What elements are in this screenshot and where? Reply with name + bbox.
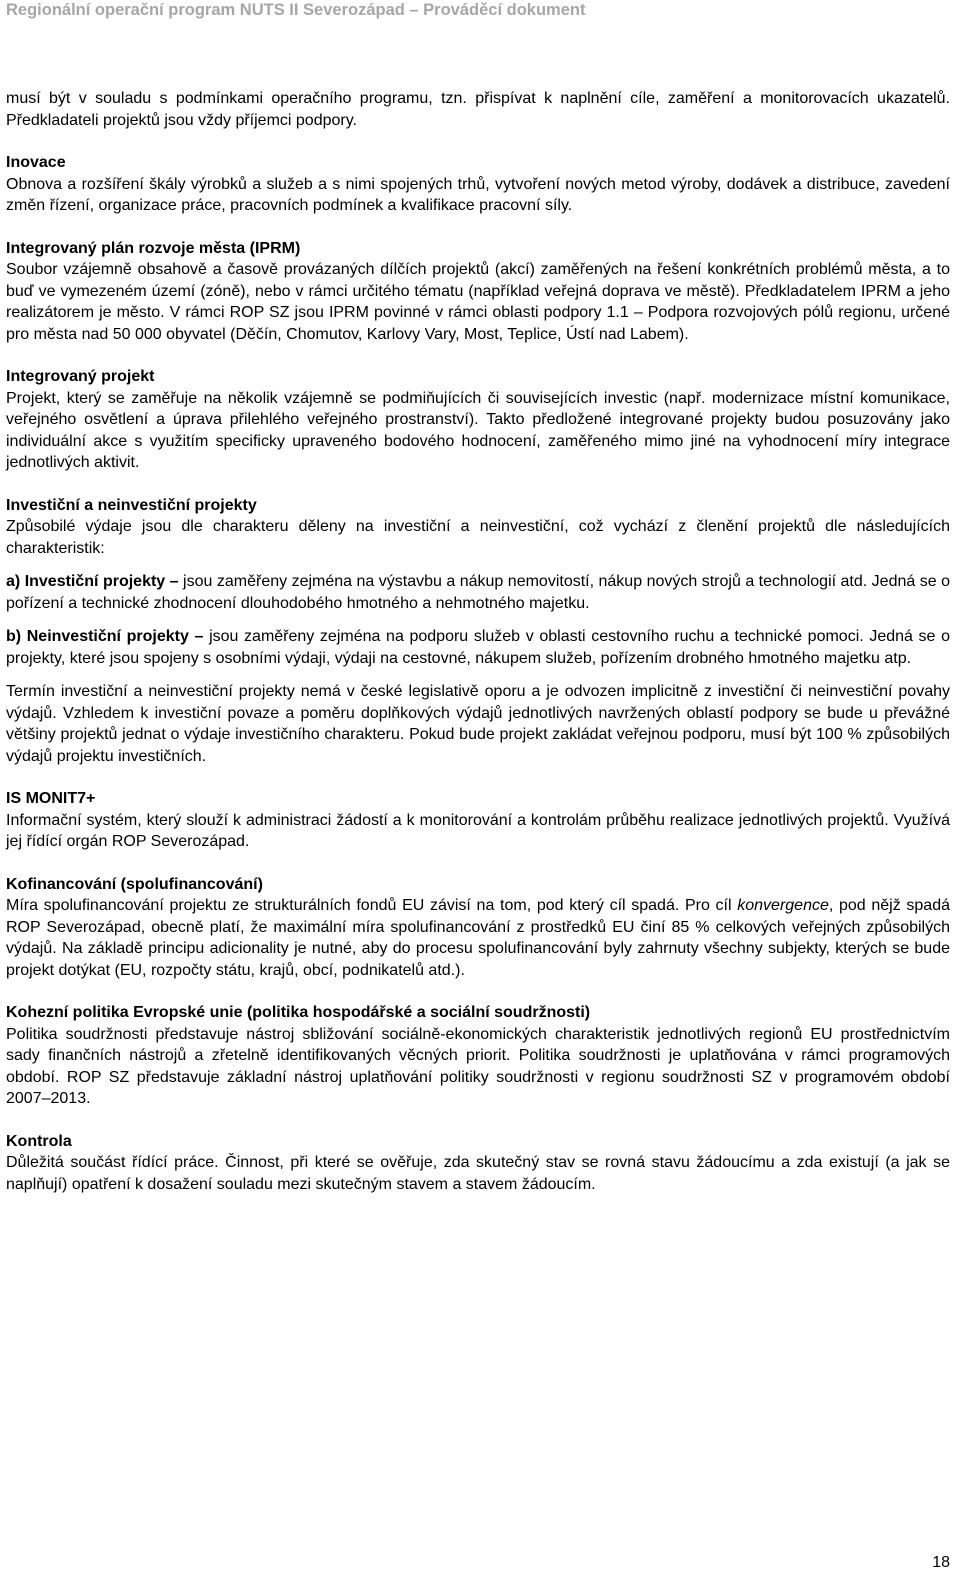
term-inovace-title: Inovace bbox=[6, 154, 66, 171]
investicni-b-text: jsou zaměřeny zejména na podporu služeb v oblasti cestovního ruchu a technické pomoci. Jedná se o projekty, které jsou spojeny s osobními výdaji, výdaji na cestovné, nákupem služeb, pořízením drobného hmotného majetku atp. bbox=[6, 628, 950, 667]
kofinancovani-text-1: Míra spolufinancování projektu ze strukturálních fondů EU závisí na tom, pod který cíl spadá. Pro cíl bbox=[6, 897, 732, 914]
term-investicni-termin: Termín investiční a neinvestiční projekty nemá v české legislativě oporu a je odvozen implicitně z investiční či neinvestiční povahy výdajů. Vzhledem k investiční povaze a poměru doplňkových výdajů jednotlivých navržených oblastí podpory se bude u převážné většiny projektů jednat o výdaje investičního charakteru. Pokud bude projekt zakládat veřejnou podporu, musí být 100 % způsobilých výdajů projektu investičních. bbox=[6, 683, 950, 765]
kofinancovani-text-2: , pod nějž spadá ROP Severozápad, obecně platí, že maximální míra spolufinancování z prostředků EU činí 85 % celkových veřejných způsobilých výdajů. Na základě principu adicionality je nutné, aby do procesu spolufinancování byly zahrnuty všechny subjekty, kterých se bude projekt dotýkat (EU, rozpočty státu, krajů, obcí, podnikatelů atd.). bbox=[6, 897, 951, 979]
term-kohezni-title: Kohezní politika Evropské unie (politika hospodářské a sociální soudržnosti) bbox=[6, 1004, 591, 1021]
term-investicni-b bbox=[6, 626, 950, 669]
document-body bbox=[6, 88, 950, 1195]
investicni-a-text: jsou zaměřeny zejména na výstavbu a nákup nemovitostí, nákup nových strojů a technologií atd. Jedná se o pořízení a technické zhodnocení dlouhodobého hmotného a nehmotného majetku. bbox=[6, 573, 950, 612]
page-number: 18 bbox=[932, 1554, 950, 1571]
running-header: Regionální operační program NUTS II Severozápad – Prováděcí dokument bbox=[6, 1, 586, 19]
term-investicni-a bbox=[6, 571, 950, 614]
term-investicni-title: Investiční a neinvestiční projekty bbox=[6, 496, 257, 514]
term-kofinancovani-text bbox=[6, 895, 950, 981]
term-monit-title: IS MONIT7+ bbox=[6, 790, 96, 807]
term-kontrola-title: Kontrola bbox=[6, 1132, 72, 1150]
term-iprm-title: Integrovaný plán rozvoje města (IPRM) bbox=[6, 239, 301, 257]
term-kohezni-text: Politika soudržnosti představuje nástroj sbližování sociálně-ekonomických charakteristik jednotlivých regionů EU prostřednictvím sady finančních nástrojů a zřetelně identifikovaných věcných priorit. Politika soudržnosti je uplatňována v rámci programových období. ROP SZ představuje základní nástroj uplatňování politiky soudržnosti v regionu soudržnosti SZ v programovém období 2007–2013. bbox=[6, 1025, 950, 1107]
investicni-a-dash: – bbox=[169, 573, 179, 590]
term-kofinancovani-title: Kofinancování (spolufinancování) bbox=[6, 875, 263, 893]
kofinancovani-text-emphasis: konvergence bbox=[737, 897, 829, 914]
investicni-b-dash: – bbox=[194, 628, 204, 645]
term-inovace-text: Obnova a rozšíření škály výrobků a služeb a s nimi spojených trhů, vytvoření nových metod výroby, dodávek a distribuce, zavedení změn řízení, organizace práce, pracovních podmínek a kvalifikace pracovní síly. bbox=[6, 175, 950, 214]
intro-paragraph: musí být v souladu s podmínkami operačního programu, tzn. přispívat k naplnění cíle, zaměření a monitorovacích ukazatelů. Předkladateli projektů jsou vždy příjemci podpory. bbox=[6, 90, 950, 129]
term-integrovany-projekt-text: Projekt, který se zaměřuje na několik vzájemně se podmiňujících či souvisejících investic (např. modernizace místní komunikace, veřejného osvětlení a úprava přilehlého veřejného prostranství). Takto předložené integrované projekty budou posuzovány jako individuální akce s využitím specificky upraveného bodového hodnocení, zaměřeného mimo jiné na vyhodnocení míry integrace jednotlivých aktivit. bbox=[6, 389, 950, 471]
term-investicni-text: Způsobilé výdaje jsou dle charakteru děleny na investiční a neinvestiční, což vychází z členění projektů dle následujících charakteristik: bbox=[6, 518, 950, 557]
term-monit-text: Informační systém, který slouží k administraci žádostí a k monitorování a kontrolám průběhu realizace jednotlivých projektů. Využívá jej řídící orgán ROP Severozápad. bbox=[6, 811, 950, 850]
investicni-a-label: a) Investiční projekty bbox=[6, 573, 166, 590]
term-kontrola-text: Důležitá součást řídící práce. Činnost, při které se ověřuje, zda skutečný stav se rovná stavu žádoucímu a zda existují (a jak se naplňují) opatření k dosažení souladu mezi skutečným stavem a stavem žádoucím. bbox=[6, 1154, 950, 1193]
term-integrovany-projekt-title: Integrovaný projekt bbox=[6, 368, 155, 385]
term-iprm-text: Soubor vzájemně obsahově a časově provázaných dílčích projektů (akcí) zaměřených na řešení konkrétních problémů města, a to buď ve vymezeném území (zóně), nebo v rámci určitého tématu (například veřejná doprava ve městě). Předkladatelem IPRM a jeho realizátorem je město. V rámci ROP SZ jsou IPRM povinné v rámci oblasti podpory 1.1 – Podpora rozvojových pólů regionu, určené pro města nad 50 000 obyvatel (Děčín, Chomutov, Karlovy Vary, Most, Teplice, Ústí nad Labem). bbox=[6, 261, 950, 343]
investicni-b-label: b) Neinvestiční projekty bbox=[6, 628, 189, 645]
